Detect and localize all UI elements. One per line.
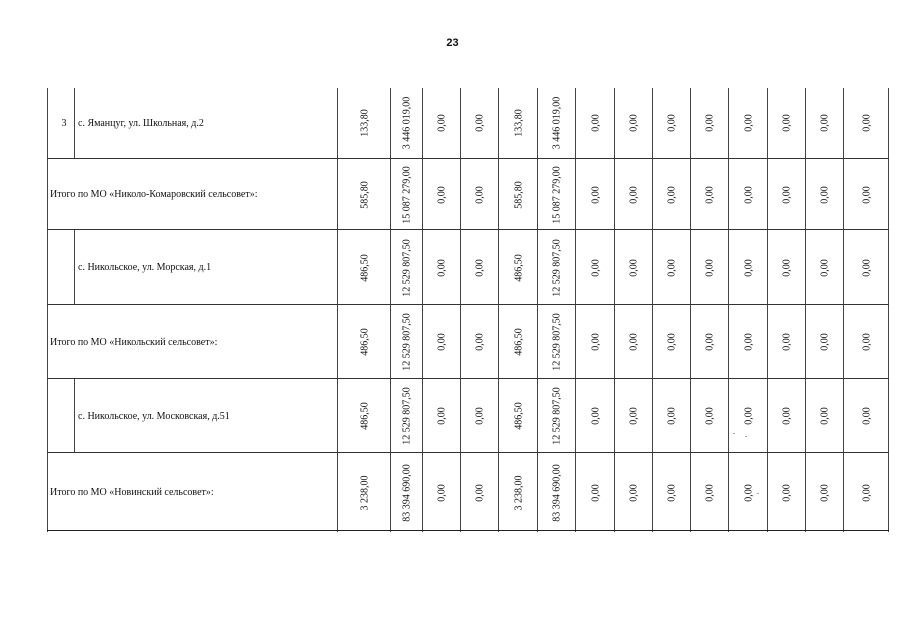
value-text: 0,00 (819, 483, 831, 502)
value-text: 0,00 (666, 185, 678, 204)
value-text: 0,00 (861, 258, 873, 277)
value-cell (390, 453, 423, 532)
address-text: с. Никольское, ул. Московская, д.51 (78, 410, 230, 422)
value-cell (422, 305, 461, 379)
value-text: 12 529 807,50 (551, 387, 563, 445)
value-cell (537, 230, 576, 305)
value-text: 0,00 (781, 483, 793, 502)
value-cell (728, 453, 768, 532)
value-text: 3 446 019,00 (551, 96, 563, 150)
value-text: 0,00 (666, 407, 678, 425)
value-text: 12 529 807,50 (551, 313, 563, 371)
value-text: 0,00 (666, 483, 678, 502)
value-text: 0,00 (436, 407, 448, 425)
value-cell (805, 453, 844, 532)
value-text: 0,00 (666, 333, 678, 351)
value-text: 0,00 (704, 483, 716, 502)
value-cell (652, 379, 691, 453)
value-text: 0,00 (474, 114, 486, 132)
value-text: 0,00 (628, 407, 640, 425)
value-text: 3 446 019,00 (401, 96, 413, 150)
value-cell (690, 159, 729, 230)
table-row (47, 378, 889, 453)
value-cell (728, 379, 768, 453)
value-cell (575, 453, 615, 532)
row-number (54, 379, 74, 453)
value-text: 15 087 279,00 (551, 165, 563, 224)
table-bottom-border (47, 530, 889, 531)
value-text: 0,00 (666, 258, 678, 277)
value-cell (614, 305, 653, 379)
value-cell (767, 159, 806, 230)
value-text: 0,00 (743, 185, 754, 204)
row-number (54, 230, 74, 305)
value-text: 3 238,00 (513, 475, 524, 510)
value-cell (614, 379, 653, 453)
value-cell (728, 88, 768, 158)
value-cell (652, 230, 691, 305)
value-cell (390, 379, 423, 453)
value-cell (690, 305, 729, 379)
value-cell (690, 379, 729, 453)
value-cell (390, 230, 423, 305)
value-text: 0,00 (819, 114, 831, 132)
table-right-border (888, 379, 889, 453)
value-text: 0,00 (743, 258, 754, 277)
value-cell (422, 379, 461, 453)
value-cell (390, 305, 423, 379)
value-cell (690, 453, 729, 532)
value-cell (422, 159, 461, 230)
value-cell (767, 379, 806, 453)
value-cell (422, 453, 461, 532)
table-left-border (47, 159, 48, 230)
table-row (47, 229, 889, 305)
value-cell (498, 230, 538, 305)
address-text: с. Никольское, ул. Морская, д.1 (78, 262, 212, 273)
value-cell (498, 453, 538, 532)
value-text: 0,00 (590, 333, 601, 351)
table-left-border (47, 305, 48, 379)
value-cell (337, 379, 391, 453)
value-cell (805, 159, 844, 230)
value-cell (537, 88, 576, 158)
value-cell (843, 88, 890, 158)
value-text: 0,00 (781, 258, 793, 277)
value-cell (728, 159, 768, 230)
page-number: 23 (446, 37, 459, 49)
value-text: 0,00 (861, 114, 873, 132)
value-cell (767, 230, 806, 305)
value-cell (460, 453, 499, 532)
value-text: 0,00 (666, 114, 678, 132)
value-cell (575, 159, 615, 230)
value-cell (460, 88, 499, 158)
value-text: 0,00 (819, 407, 831, 425)
value-text: 486,50 (359, 328, 370, 356)
value-cell (575, 88, 615, 158)
value-text: 0,00 (704, 185, 716, 204)
value-text: 0,00 (628, 333, 640, 351)
value-text: 0,00 (861, 407, 873, 425)
value-text: 0,00 (436, 483, 448, 502)
table-left-border (47, 230, 48, 305)
row-number: 3 (61, 117, 67, 129)
value-text: 0,00 (743, 333, 754, 351)
value-text: 0,00 (704, 333, 716, 351)
value-text: 486,50 (513, 253, 524, 282)
value-cell (537, 379, 576, 453)
value-text: 133,80 (513, 109, 524, 137)
value-cell (614, 88, 653, 158)
value-cell (843, 305, 890, 379)
value-cell (614, 159, 653, 230)
value-cell (805, 379, 844, 453)
value-text: 0,00 (590, 185, 601, 204)
table-right-border (888, 453, 889, 532)
value-text: 0,00 (819, 185, 831, 204)
table-left-border (47, 379, 48, 453)
address-cell (74, 230, 338, 305)
value-text: 486,50 (513, 328, 524, 356)
address-cell (74, 88, 338, 158)
value-text: 486,50 (359, 253, 370, 282)
value-text: 0,00 (781, 407, 793, 425)
value-text: 0,00 (474, 185, 486, 204)
total-label: Итого по МО «Новинский сельсовет»: (50, 487, 214, 498)
value-cell (805, 230, 844, 305)
value-cell (728, 230, 768, 305)
value-cell (843, 453, 890, 532)
scan-speck (733, 433, 735, 434)
value-text: 0,00 (704, 114, 716, 132)
value-cell (690, 88, 729, 158)
value-cell (575, 379, 615, 453)
data-table (47, 88, 889, 531)
value-cell (652, 88, 691, 158)
value-cell (575, 305, 615, 379)
value-text: 0,00 (743, 407, 754, 425)
value-text: 0,00 (474, 407, 486, 425)
value-text: 0,00 (590, 258, 601, 277)
scan-speck (757, 493, 759, 494)
value-cell (767, 88, 806, 158)
value-text: 0,00 (861, 185, 873, 204)
value-cell (843, 230, 890, 305)
value-cell (614, 230, 653, 305)
value-text: 0,00 (819, 258, 831, 277)
value-text: 0,00 (781, 185, 793, 204)
value-cell (805, 305, 844, 379)
value-text: 12 529 807,50 (551, 238, 563, 297)
value-cell (767, 305, 806, 379)
value-cell (767, 453, 806, 532)
value-cell (337, 159, 391, 230)
table-right-border (888, 230, 889, 305)
table-row (47, 88, 889, 158)
value-cell (498, 88, 538, 158)
value-cell (805, 88, 844, 158)
value-cell (337, 88, 391, 158)
value-cell (843, 159, 890, 230)
value-text: 0,00 (474, 258, 486, 277)
value-text: 12 529 807,50 (401, 313, 413, 371)
value-text: 585,80 (513, 180, 524, 209)
table-right-border (888, 159, 889, 230)
value-cell (614, 453, 653, 532)
value-text: 0,00 (436, 258, 448, 277)
value-cell (337, 230, 391, 305)
value-text: 0,00 (743, 483, 754, 502)
value-text: 12 529 807,50 (401, 387, 413, 445)
value-text: 0,00 (861, 333, 873, 351)
value-text: 0,00 (436, 333, 448, 351)
scan-speck (745, 436, 747, 437)
value-cell (460, 379, 499, 453)
value-text: 0,00 (628, 483, 640, 502)
value-cell (690, 230, 729, 305)
value-text: 0,00 (781, 114, 793, 132)
table-right-border (888, 305, 889, 379)
table-right-border (888, 88, 889, 158)
total-row (47, 304, 889, 379)
value-text: 0,00 (474, 333, 486, 351)
value-cell (498, 305, 538, 379)
value-text: 0,00 (474, 483, 486, 502)
value-text: 0,00 (436, 185, 448, 204)
value-text: 12 529 807,50 (401, 238, 413, 297)
value-cell (498, 379, 538, 453)
value-text: 585,80 (359, 180, 370, 209)
value-text: 0,00 (861, 483, 873, 502)
value-cell (390, 159, 423, 230)
value-text: 0,00 (628, 114, 640, 132)
value-text: 0,00 (781, 333, 793, 351)
total-label: Итого по МО «Николо-Комаровский сельсовет»: (50, 189, 258, 200)
value-text: 0,00 (628, 185, 640, 204)
value-text: 0,00 (590, 114, 601, 132)
value-cell (390, 88, 423, 158)
total-label: Итого по МО «Никольский сельсовет»: (50, 336, 218, 348)
value-text: 486,50 (513, 402, 524, 430)
value-text: 83 394 690,00 (551, 463, 563, 522)
value-cell (498, 159, 538, 230)
value-text: 0,00 (436, 114, 448, 132)
value-cell (575, 230, 615, 305)
value-text: 0,00 (704, 258, 716, 277)
value-cell (728, 305, 768, 379)
table-left-border (47, 453, 48, 532)
value-text: 0,00 (590, 407, 601, 425)
value-text: 15 087 279,00 (401, 165, 413, 224)
value-text: 0,00 (704, 407, 716, 425)
value-cell (422, 88, 461, 158)
value-cell (422, 230, 461, 305)
value-text: 0,00 (819, 333, 831, 351)
value-cell (460, 305, 499, 379)
address-text: с. Яманцуг, ул. Школьная, д.2 (78, 117, 204, 129)
value-cell (843, 379, 890, 453)
value-cell (652, 453, 691, 532)
value-cell (537, 305, 576, 379)
value-cell (337, 305, 391, 379)
value-text: 3 238,00 (359, 475, 370, 510)
value-cell (652, 305, 691, 379)
value-cell (537, 159, 576, 230)
value-cell (537, 453, 576, 532)
total-row (47, 158, 889, 230)
value-cell (652, 159, 691, 230)
total-row (47, 452, 889, 532)
value-text: 486,50 (359, 402, 370, 430)
address-cell (74, 379, 338, 453)
value-text: 0,00 (743, 114, 754, 132)
table-left-border (47, 88, 48, 158)
value-text: 133,80 (359, 109, 370, 137)
value-cell (460, 230, 499, 305)
value-cell (460, 159, 499, 230)
value-text: 83 394 690,00 (401, 463, 413, 522)
value-cell (337, 453, 391, 532)
value-text: 0,00 (590, 483, 601, 502)
value-text: 0,00 (628, 258, 640, 277)
